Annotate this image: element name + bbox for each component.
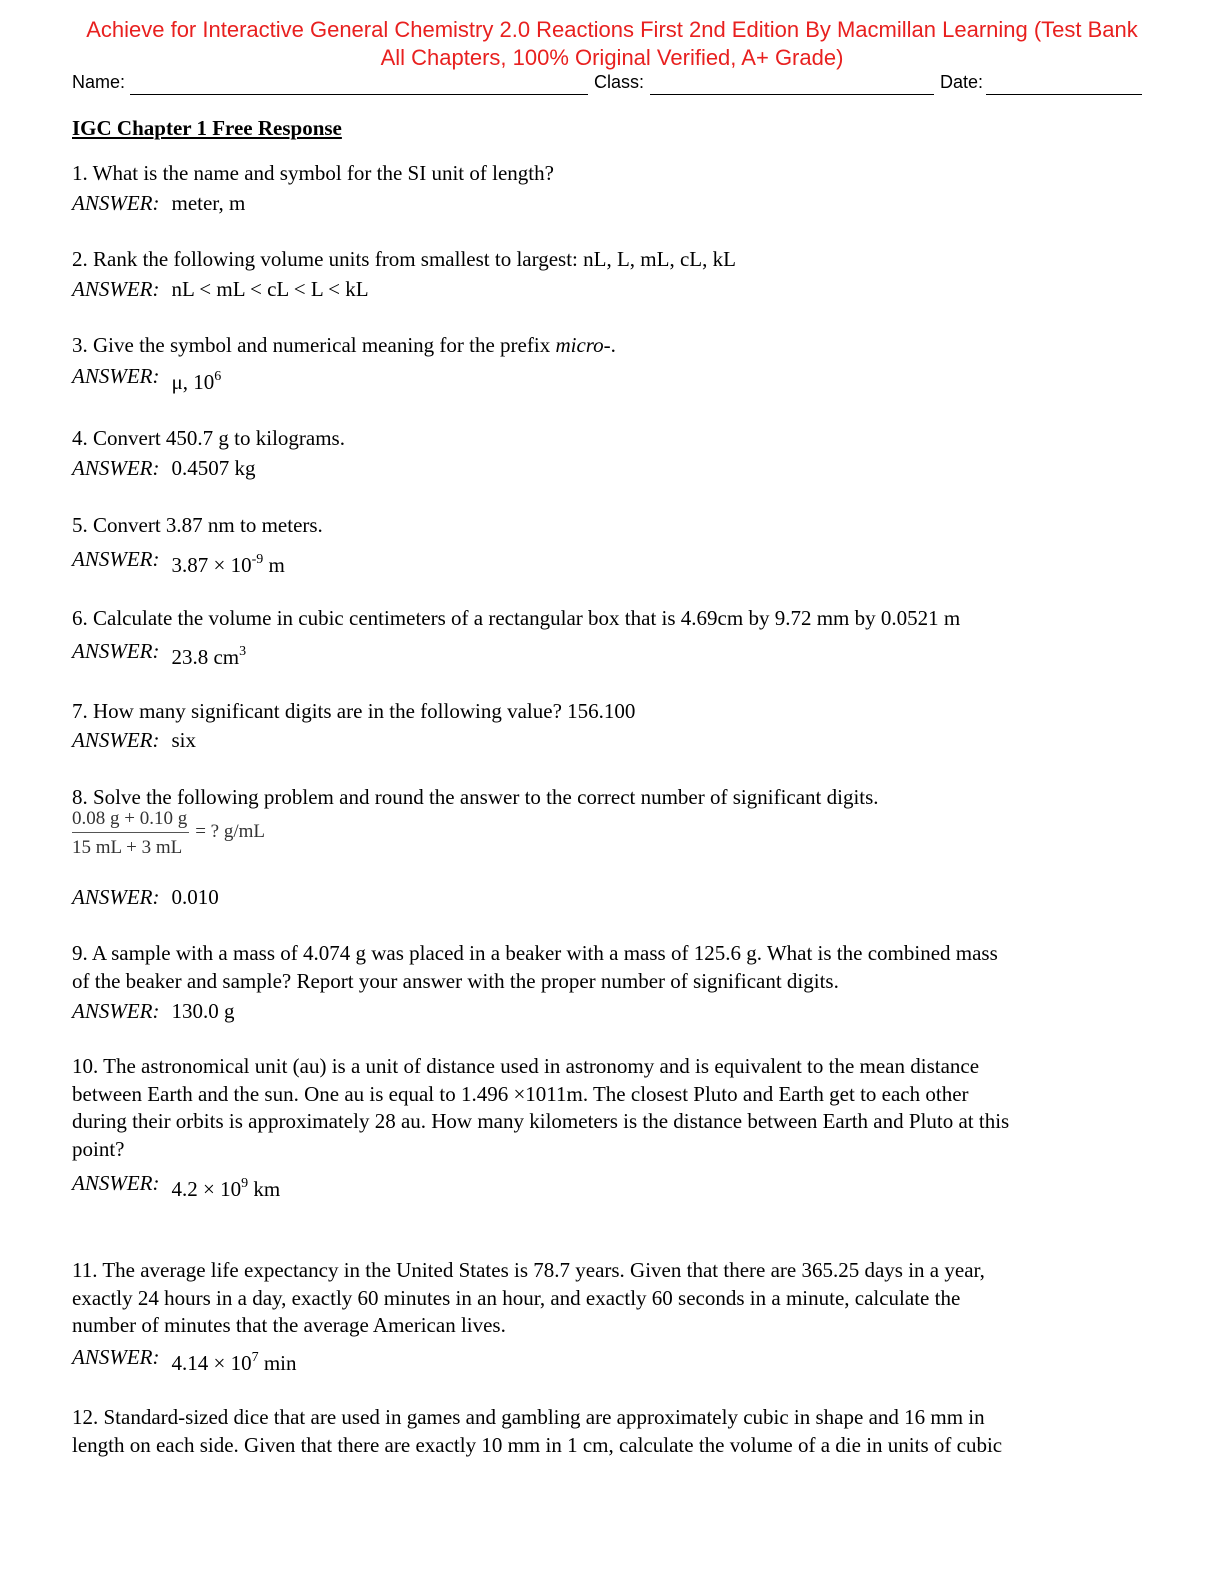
answer-value: μ, 10: [171, 370, 215, 394]
answer-exponent: 3: [239, 644, 247, 659]
answer-9: [72, 998, 1152, 1026]
question-text: 5. Convert 3.87 nm to meters.: [72, 513, 323, 537]
answer-2: [72, 276, 1152, 304]
question-12: [72, 1404, 1152, 1459]
answer-value: 3.87 × 10: [171, 553, 252, 577]
answer-exponent: 7: [251, 1350, 259, 1365]
answer-10: [72, 1170, 1152, 1201]
answer-value: 4.2 × 10: [171, 1177, 242, 1201]
question-text-line: [72, 1432, 1152, 1460]
fraction-denominator: 15 mL + 3 mL: [72, 837, 183, 858]
question-text-line: [72, 425, 1152, 453]
fraction-rhs: = ? g/mL: [195, 820, 266, 842]
question-text-line: [72, 1081, 1152, 1109]
question-text-line: [72, 512, 1152, 540]
question-text: 6. Calculate the volume in cubic centimeters of a rectangular box that is 4.69cm by 9.72 mm by 0.0521 m: [72, 606, 961, 630]
question-text-line: [72, 1312, 1152, 1340]
question-text-line: [72, 246, 1152, 274]
question-text: 3. Give the symbol and numerical meaning for the prefix: [72, 333, 556, 357]
answer-4: [72, 455, 1152, 483]
name-label: Name:: [72, 72, 126, 92]
question-text-line: [72, 1257, 1152, 1285]
answer-label: ANSWER:: [72, 1345, 160, 1369]
question-10: [72, 1053, 1152, 1163]
question-7: [72, 698, 1152, 726]
question-text: between Earth and the sun. One au is equal to 1.496 ×1011m. The closest Pluto and Earth get to each other: [72, 1081, 969, 1106]
answer-label: ANSWER:: [72, 277, 160, 301]
answer-label: ANSWER:: [72, 885, 160, 909]
answer-exponent: 6: [214, 369, 222, 384]
answer-unit: m: [263, 553, 285, 577]
answer-value: nL < mL < cL < L < kL: [171, 277, 369, 301]
question-text: 11. The average life expectancy in the United States is 78.7 years. Given that there are 365.25 days in a year,: [72, 1258, 985, 1282]
answer-label: ANSWER:: [72, 999, 160, 1023]
question-text-line: [72, 968, 1152, 996]
question-text: 8. Solve the following problem and round the answer to the correct number of significant digits.: [72, 785, 879, 809]
question-text-line: [72, 1285, 1152, 1313]
question-text: point?: [72, 1136, 125, 1161]
question-text: of the beaker and sample? Report your answer with the proper number of significant digits.: [72, 968, 839, 993]
name-field[interactable]: [130, 94, 588, 95]
answer-label: ANSWER:: [72, 364, 160, 388]
answer-8: [72, 884, 1152, 912]
question-text-line: [72, 1053, 1152, 1081]
question-text-line: [72, 698, 1152, 726]
question-text: 1. What is the name and symbol for the SI unit of length?: [72, 161, 554, 185]
question-text-line: [72, 940, 1152, 968]
question-text-line: [72, 605, 1152, 633]
prefix-term: micro-: [555, 333, 611, 357]
question-text: 2. Rank the following volume units from smallest to largest: nL, L, mL, cL, kL: [72, 247, 736, 271]
punctuation: .: [610, 333, 616, 357]
answer-value: 0.010: [171, 885, 219, 909]
question-6: [72, 605, 1152, 633]
question-text-line: [72, 1136, 1152, 1164]
answer-1: [72, 190, 1152, 218]
question-4: [72, 425, 1152, 453]
question-text: 10. The astronomical unit (au) is a unit of distance used in astronomy and is equivalent to the mean distance: [72, 1054, 980, 1078]
question-text: 7. How many significant digits are in the following value? 156.100: [72, 699, 636, 723]
answer-label: ANSWER:: [72, 547, 160, 571]
fraction-numerator: 0.08 g + 0.10 g: [72, 808, 189, 833]
answer-7: [72, 727, 1152, 755]
document-header-line1: Achieve for Interactive General Chemistry 2.0 Reactions First 2nd Edition By Macmillan Learning (Test Bank: [86, 17, 1138, 42]
question-5: [72, 512, 1152, 540]
question-text-line: [72, 1404, 1152, 1432]
question-text: during their orbits is approximately 28 au. How many kilometers is the distance between Earth and Pluto at this: [72, 1109, 1010, 1133]
answer-5: [72, 546, 1152, 577]
answer-3: [72, 363, 1152, 394]
page-title: IGC Chapter 1 Free Response: [72, 116, 342, 140]
question-text: length on each side. Given that there are exactly 10 mm in 1 cm, calculate the volume of a die in units of cubic: [72, 1432, 1003, 1457]
answer-label: ANSWER:: [72, 456, 160, 480]
answer-label: ANSWER:: [72, 191, 160, 215]
answer-exponent: -9: [251, 552, 264, 567]
answer-value: 23.8 cm: [171, 645, 240, 669]
class-label: Class:: [594, 72, 645, 92]
question-text-line: [72, 1108, 1152, 1136]
question-11: [72, 1257, 1152, 1340]
answer-value: six: [171, 728, 196, 752]
question-9: [72, 940, 1152, 995]
question-text-line: [72, 332, 1152, 360]
class-field[interactable]: [650, 94, 934, 95]
answer-label: ANSWER:: [72, 1171, 160, 1195]
question-1: [72, 160, 1152, 188]
question-text: 9. A sample with a mass of 4.074 g was placed in a beaker with a mass of 125.6 g. What is the combined mass: [72, 941, 998, 965]
answer-exponent: 9: [241, 1176, 249, 1191]
fraction-equation: [72, 808, 265, 859]
answer-unit: km: [248, 1177, 281, 1201]
question-text: number of minutes that the average American lives.: [72, 1313, 506, 1337]
answer-label: ANSWER:: [72, 728, 160, 752]
question-3: [72, 332, 1152, 360]
answer-value: 4.14 × 10: [171, 1351, 252, 1375]
answer-value: meter, m: [171, 191, 246, 215]
question-text: exactly 24 hours in a day, exactly 60 minutes in an hour, and exactly 60 seconds in a minute, calculate the: [72, 1285, 961, 1310]
date-label: Date:: [940, 72, 984, 92]
document-header-line2: All Chapters, 100% Original Verified, A+ Grade): [380, 45, 844, 70]
answer-label: ANSWER:: [72, 639, 160, 663]
answer-value: 130.0 g: [171, 999, 235, 1023]
question-text-line: [72, 160, 1152, 188]
answer-6: [72, 638, 1152, 669]
question-text: 4. Convert 450.7 g to kilograms.: [72, 426, 345, 450]
answer-11: [72, 1344, 1152, 1375]
question-text: 12. Standard-sized dice that are used in games and gambling are approximately cubic in shape and 16 mm in: [72, 1405, 985, 1429]
date-field[interactable]: [986, 94, 1142, 95]
answer-unit: min: [258, 1351, 297, 1375]
answer-value: 0.4507 kg: [171, 456, 256, 480]
question-2: [72, 246, 1152, 274]
